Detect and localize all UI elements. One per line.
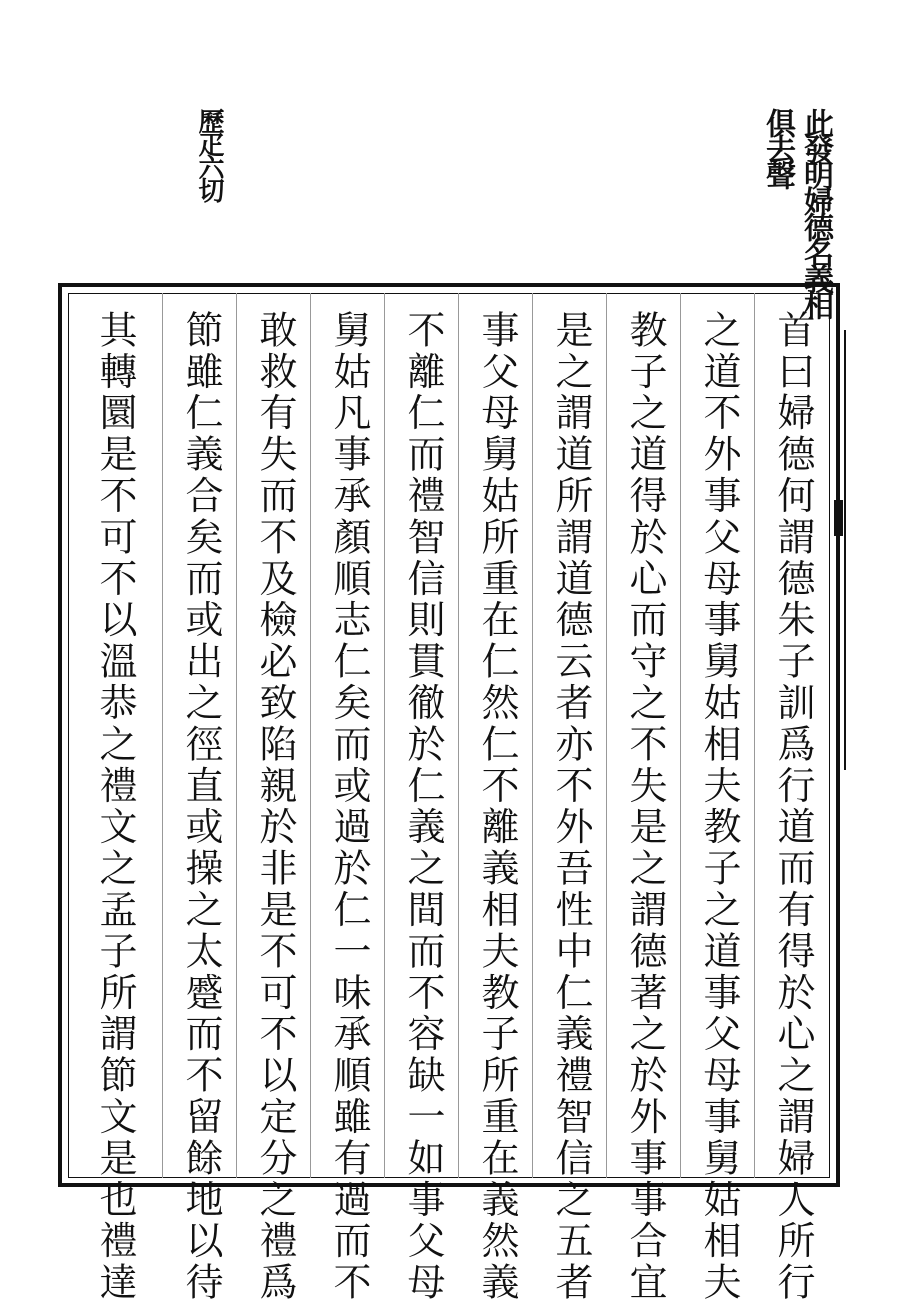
column-rule <box>162 293 163 1178</box>
text-column-7: 舅姑凡事承顏順志仁矣而或過於仁一味承順雖有過而不 <box>327 310 371 1304</box>
column-rule <box>310 293 311 1178</box>
column-rule <box>236 293 237 1178</box>
column-rule <box>754 293 755 1178</box>
text-column-8: 敢救有失而不及檢必致陷親於非是不可不以定分之禮爲 <box>253 310 297 1304</box>
text-column-6: 不離仁而禮智信則貫徹於仁義之間而不容缺一如事父母 <box>401 310 445 1304</box>
annotation-right-1: 此發明婦德名義相 <box>798 108 833 316</box>
edge-mark <box>834 500 843 536</box>
annotation-left: 歷疋六切 <box>194 108 224 200</box>
column-rule <box>606 293 607 1178</box>
annotation-right-2: 俱去聲 <box>760 108 795 186</box>
text-column-1: 首曰婦德何謂德朱子訓爲行道而有得於心之謂婦人所行 <box>771 310 815 1304</box>
column-rule <box>680 293 681 1178</box>
text-column-2: 之道不外事父母事舅姑相夫教子之道事父母事舅姑相夫 <box>697 310 741 1304</box>
text-column-10: 其轉圜是不可不以溫恭之禮文之孟子所謂節文是也禮達 <box>93 310 137 1304</box>
text-column-3: 教子之道得於心而守之不失是之謂德著之於外事事合宜 <box>623 310 667 1304</box>
column-rule <box>532 293 533 1178</box>
edge-line <box>844 330 846 770</box>
text-column-9: 節雖仁義合矣而或出之徑直或操之太蹙而不留餘地以待 <box>179 310 223 1304</box>
column-rule <box>384 293 385 1178</box>
text-column-4: 是之謂道所謂道德云者亦不外吾性中仁義禮智信之五者 <box>549 310 593 1304</box>
text-column-5: 事父母舅姑所重在仁然仁不離義相夫教子所重在義然義 <box>475 310 519 1304</box>
column-rule <box>458 293 459 1178</box>
